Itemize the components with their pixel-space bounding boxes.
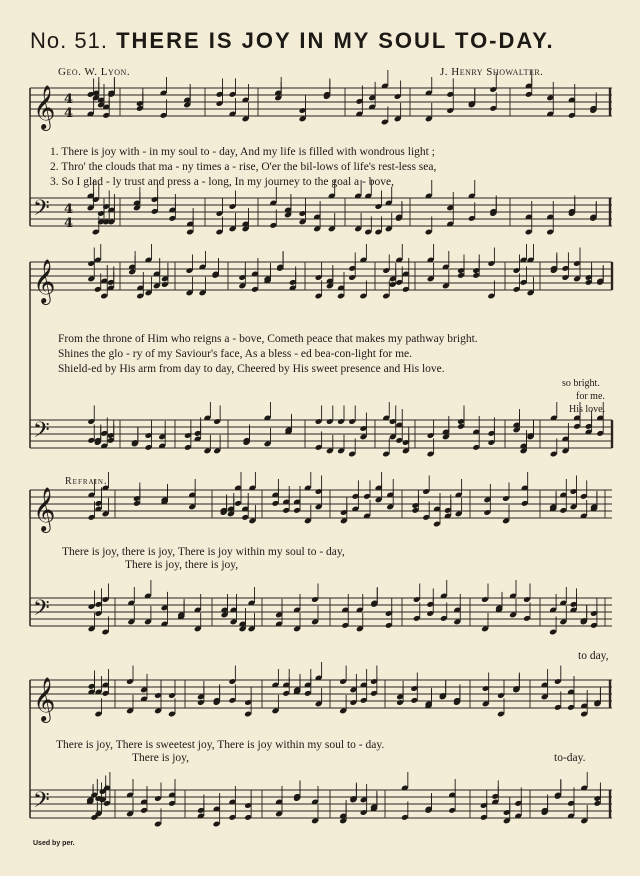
refrain-line-1-end: to day,	[578, 650, 609, 662]
treble-clef-icon: 𝄞	[33, 85, 56, 129]
permission-note: Used by per.	[33, 840, 75, 847]
verse-2-line-1: 2. Thro' the clouds that ma - ny times a - rise, O'er the bil-lows of life's rest-less sea,	[50, 161, 437, 173]
refrain-label: Refrain.	[65, 476, 108, 487]
verse-3-line-2: Shield-ed by His arm from day to day, Cheered by His sweet presence and His love.	[58, 363, 445, 375]
staff-lines	[30, 88, 612, 818]
bass-ending-3: His love.	[569, 404, 606, 415]
refrain-line-1-treble: There is joy, there is joy, There is joy within my soul to - day,	[62, 546, 345, 558]
refrain-line-1-bass: There is joy, there is joy,	[125, 559, 239, 571]
refrain-line-2-treble: There is joy, There is sweetest joy, There is joy within my soul to - day.	[56, 739, 385, 751]
treble-clef-icon: 𝄞	[33, 677, 56, 721]
verse-1-line-1: 1. There is joy with - in my soul to - day, And my life is filled with wondrous light ;	[50, 146, 435, 158]
hymn-number: No. 51.	[30, 28, 108, 53]
hymn-title-text: THERE IS JOY IN MY SOUL TO-DAY.	[116, 28, 555, 53]
refrain-line-2-end: to-day.	[554, 752, 586, 764]
time-signature-icon: 4	[64, 202, 74, 217]
bass-ending-1: so bright.	[562, 378, 600, 389]
refrain-line-2-bass: There is joy,	[132, 752, 190, 764]
composer-credit: J. Henry Showalter.	[440, 66, 544, 78]
bass-clef-icon: 𝄢	[33, 596, 50, 626]
treble-clef-icon: 𝄞	[33, 259, 56, 303]
bass-clef-icon: 𝄢	[33, 418, 50, 448]
treble-clef-icon: 𝄞	[33, 487, 56, 531]
time-signature-icon: 4	[64, 92, 74, 107]
bass-clef-icon: 𝄢	[33, 196, 50, 226]
bass-ending-2: for me.	[576, 391, 605, 402]
verse-2-line-2: Shines the glo - ry of my Saviour's face, As a bless - ed bea-con-light for me.	[58, 348, 413, 360]
time-signature-icon: 4	[64, 106, 74, 121]
bass-clef-icon: 𝄢	[33, 788, 50, 818]
time-signature-icon: 4	[64, 216, 74, 231]
verse-3-line-1: 3. So I glad - ly trust and press a - long, In my journey to the goal a - bove,	[50, 176, 394, 188]
lyricist-credit: Geo. W. Lyon.	[58, 66, 131, 78]
verse-1-line-2: From the throne of Him who reigns a - bove, Cometh peace that makes my pathway bright.	[58, 333, 478, 345]
